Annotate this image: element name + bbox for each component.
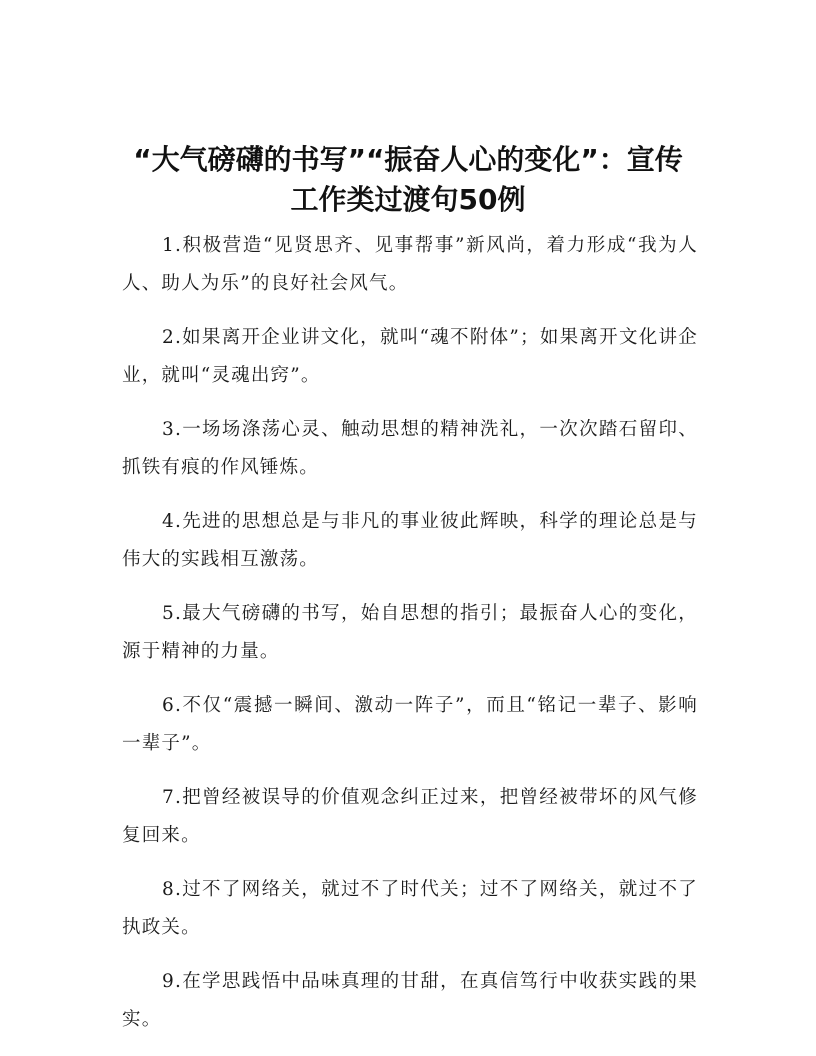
document-title: “大气磅礴的书写”“振奋人心的变化”：宣传工作类过渡句50例 (133, 143, 683, 216)
paragraph-2: 2.如果离开企业讲文化，就叫“魂不附体”；如果离开文化讲企业，就叫“灵魂出窍”。 (122, 327, 698, 386)
paragraph-1: 1.积极营造“见贤思齐、见事帮事”新风尚，着力形成“我为人人、助人为乐”的良好社会风气。 (122, 235, 698, 294)
document-body (122, 227, 698, 1055)
paragraph-4: 4.先进的思想总是与非凡的事业彼此辉映，科学的理论总是与伟大的实践相互激荡。 (122, 511, 698, 570)
paragraph-9: 9.在学思践悟中品味真理的甘甜，在真信笃行中收获实践的果实。 (122, 971, 698, 1030)
paragraph-8: 8.过不了网络关，就过不了时代关；过不了网络关，就过不了执政关。 (122, 879, 698, 938)
paragraph-7: 7.把曾经被误导的价值观念纠正过来，把曾经被带坏的风气修复回来。 (122, 787, 698, 846)
paragraph-3: 3.一场场涤荡心灵、触动思想的精神洗礼，一次次踏石留印、抓铁有痕的作风锤炼。 (122, 419, 698, 478)
paragraph-6: 6.不仅“震撼一瞬间、激动一阵子”，而且“铭记一辈子、影响一辈子”。 (122, 695, 698, 754)
paragraph-5: 5.最大气磅礴的书写，始自思想的指引；最振奋人心的变化，源于精神的力量。 (122, 603, 698, 662)
